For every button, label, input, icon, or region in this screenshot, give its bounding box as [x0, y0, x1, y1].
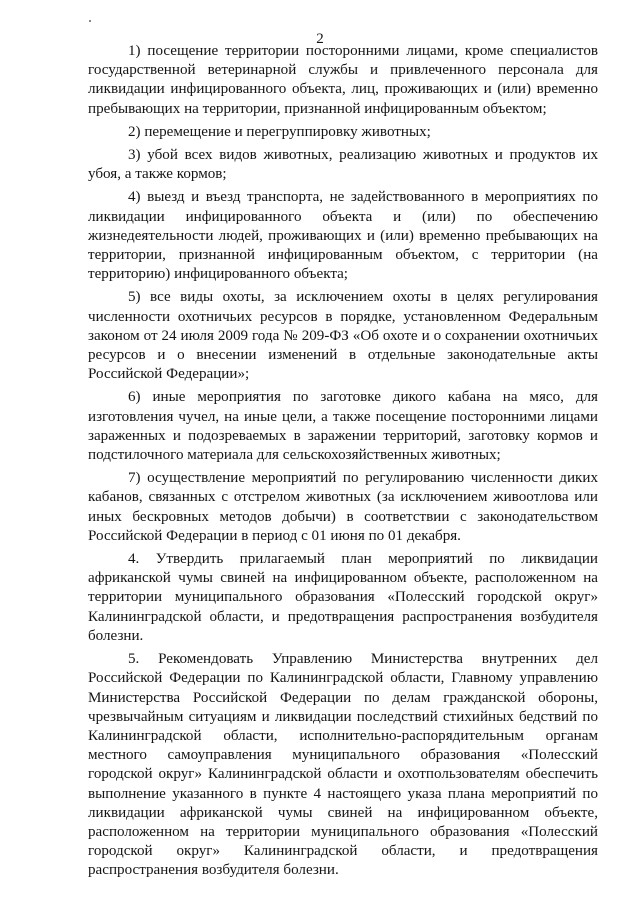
paragraph-item-5-recommend: 5. Рекомендовать Управлению Министерства внутренних дел Российской Федерации по Калининградской области, Главному управлению Министерства Российской Федерации по делам гражданской обороны, чрезвычайным ситуациям и ликвидации последствий стихийных бедствий по Калининградской области, исполнительно-распорядительным органам местного самоуправления муниципального образования «Полесский городской округ» Калининградской области и охотпользователям обеспечить выполнение указанного в пункте 4 настоящего указа плана мероприятий по ликвидации африканской чумы свиней на инфицированном объекте, расположенном на территории муниципального образования «Полесский городской округ» Калининградской области, и предотвращения распространения возбудителя болезни.: [88, 651, 598, 879]
paragraph-boar-population-control: 7) осуществление мероприятий по регулированию численности диких кабанов, связанных с отстрелом животных (за исключением живоотлова или иных бескровных методов добычи) в соответствии с законодательством Российской Федерации в период с 01 июня по 01 декабря.: [88, 470, 598, 544]
scan-speck: [89, 20, 91, 22]
paragraph-ban-slaughter: 3) убой всех видов животных, реализацию животных и продуктов их убоя, а также кормов;: [88, 147, 598, 183]
paragraph-ban-hunting: 5) все виды охоты, за исключением охоты в целях регулирования численности охотничьих ресурсов в порядке, установленном Федеральным законом от 24 июля 2009 года № 209-ФЗ «Об охоте и о сохранении охотничьих ресурсов и о внесении изменений в отдельные законодательные акты Российской Федерации»;: [88, 289, 598, 383]
paragraph-ban-wild-boar-harvest: 6) иные мероприятия по заготовке дикого кабана на мясо, для изготовления чучел, на иные цели, а также посещение посторонними лицами зараженных и подозреваемых в заражении территорий, заготовку кормов и подстилочного материала для сельскохозяйственных животных;: [88, 389, 598, 464]
paragraph-ban-animal-movement: 2) перемещение и перегруппировку животных;: [128, 123, 431, 140]
document-body: [88, 42, 598, 885]
paragraph-ban-transport: 4) выезд и въезд транспорта, не задействованного в мероприятиях по ликвидации инфицированного объекта и (или) по обеспечению жизнедеятельности людей, проживающих и (или) временно пребывающих на территории, признанной инфицированным объектом, с территории (на территорию) инфицированного объекта;: [88, 189, 598, 283]
page-number: 2: [316, 31, 324, 47]
paragraph-item-4-approve-plan: 4. Утвердить прилагаемый план мероприятий по ликвидации африканской чумы свиней на инфицированном объекте, расположенном на территории муниципального образования «Полесский городской округ» Калининградской области, и предотвращения распространения возбудителя болезни.: [88, 551, 598, 644]
paragraph-ban-visits: 1) посещение территории посторонними лицами, кроме специалистов государственной ветеринарной службы и привлеченного персонала для ликвидации инфицированного объекта, лиц, проживающих и (или) временно пребывающих на территории, признанной инфицированным объектом;: [88, 43, 598, 117]
